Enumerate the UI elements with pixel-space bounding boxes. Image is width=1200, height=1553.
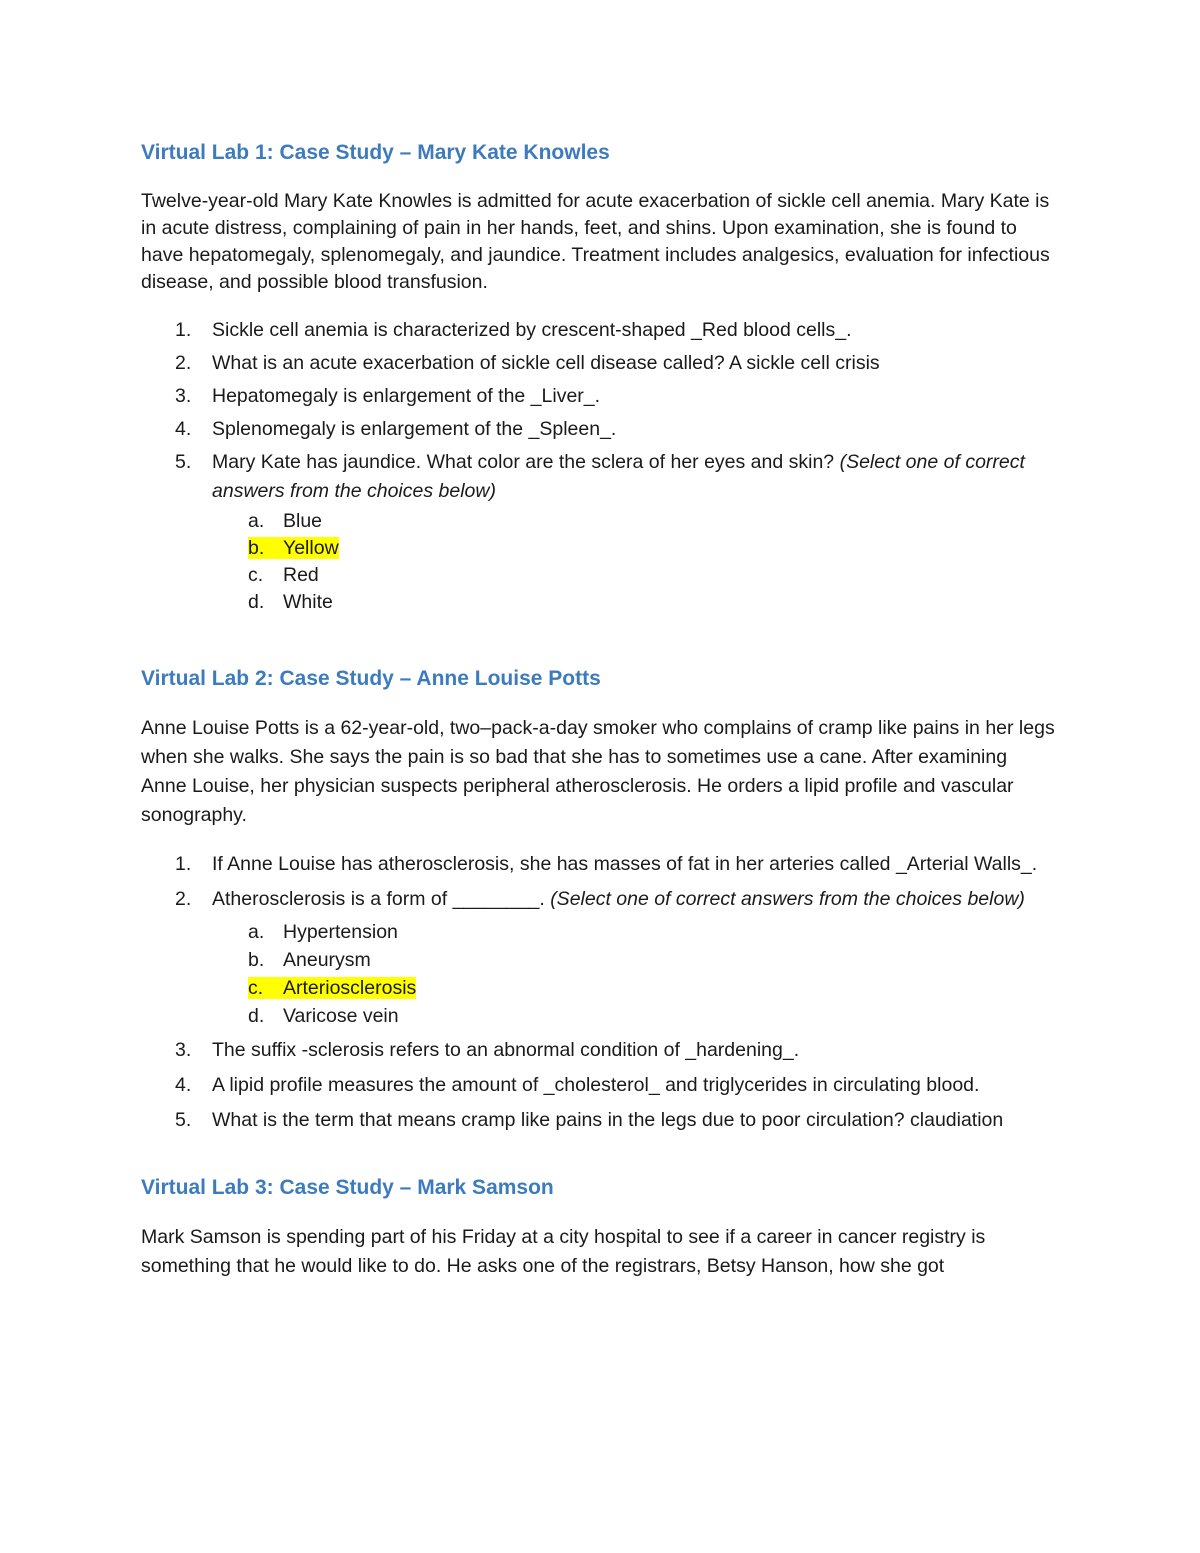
question-instruction: (Select one of correct answers from the choices below) [212,451,1025,502]
question-number: 1. [175,319,192,341]
question-text: Mary Kate has jaundice. What color are the sclera of her eyes and skin? [212,451,840,473]
answer-option [248,508,1056,535]
answer-option [248,1002,1056,1030]
question-text: The suffix -sclerosis refers to an abnormal condition of _hardening_. [212,1039,800,1061]
question-instruction: (Select one of correct answers from the choices below) [550,888,1025,910]
question-item [141,1036,1056,1065]
section-heading-lab1: Virtual Lab 1: Case Study – Mary Kate Knowles [141,141,610,164]
question-item [141,885,1056,1030]
question-text: A lipid profile measures the amount of _cholesterol_ and triglycerides in circulating blood. [212,1074,980,1096]
question-item [141,1106,1056,1135]
question-number: 5. [175,451,192,473]
answer-option [248,589,1056,616]
question-item [141,316,1056,345]
question-text: What is an acute exacerbation of sickle cell disease called? A sickle cell crisis [212,352,880,374]
option-letter: a. [248,921,265,943]
question-number: 4. [175,1074,192,1096]
option-letter: b. [248,537,265,559]
question-item [141,415,1056,444]
option-text: Aneurysm [283,949,371,971]
question-item [141,349,1056,378]
option-letter: a. [248,510,265,532]
question-text: Sickle cell anemia is characterized by crescent-shaped _Red blood cells_. [212,319,852,341]
question-item [141,382,1056,411]
option-text: Varicose vein [283,1005,399,1027]
question-list-lab2 [141,850,1056,1135]
option-letter: c. [248,564,264,586]
question-number: 3. [175,385,192,407]
option-text: Blue [283,510,323,532]
answer-option [248,562,1056,589]
question-item [141,850,1056,879]
question-number: 2. [175,888,192,910]
answer-option [248,946,1056,974]
case-paragraph-lab1: Twelve-year-old Mary Kate Knowles is admitted for acute exacerbation of sickle cell anemia. Mary Kate is in acute distress, complaining of pain in her hands, feet, and shins. Upon examination, she is found to have hepatomegaly, splenomegaly, and jaundice. Treatment includes analgesics, evaluation for infectious disease, and possible blood transfusion. [141,190,1050,293]
option-letter: c. [248,977,264,999]
question-item [141,448,1056,616]
section-heading-lab2: Virtual Lab 2: Case Study – Anne Louise Potts [141,667,601,690]
option-text: Arteriosclerosis [283,977,417,999]
answer-option-selected [248,974,1056,1002]
question-item [141,1071,1056,1100]
option-letter: b. [248,949,265,971]
highlight [248,977,416,999]
answer-option-selected [248,535,1056,562]
option-letter: d. [248,591,265,613]
question-text: If Anne Louise has atherosclerosis, she has masses of fat in her arteries called _Arterial Walls_. [212,853,1038,875]
answer-option [248,918,1056,946]
case-paragraph-lab2: Anne Louise Potts is a 62-year-old, two–pack-a-day smoker who complains of cramp like pains in her legs when she walks. She says the pain is so bad that she has to sometimes use a cane. After examining Anne Louise, her physician suspects peripheral atherosclerosis. He orders a lipid profile and vascular sonography. [141,717,1055,826]
question-list-lab1 [141,316,1056,616]
question-number: 3. [175,1039,192,1061]
question-number: 5. [175,1109,192,1131]
question-text: What is the term that means cramp like pains in the legs due to poor circulation? claudiation [212,1109,1004,1131]
question-text: Splenomegaly is enlargement of the _Spleen_. [212,418,617,440]
option-text: White [283,591,333,613]
question-number: 1. [175,853,192,875]
case-paragraph-lab3: Mark Samson is spending part of his Friday at a city hospital to see if a career in cancer registry is something that he would like to do. He asks one of the registrars, Betsy Hanson, how she got [141,1226,986,1277]
option-letter: d. [248,1005,265,1027]
option-text: Red [283,564,319,586]
option-text: Hypertension [283,921,398,943]
question-text: Atherosclerosis is a form of ________. [212,888,551,910]
question-number: 2. [175,352,192,374]
question-text: Hepatomegaly is enlargement of the _Liver_. [212,385,601,407]
option-text: Yellow [283,537,339,559]
section-heading-lab3: Virtual Lab 3: Case Study – Mark Samson [141,1176,554,1199]
highlight [248,537,339,559]
question-number: 4. [175,418,192,440]
